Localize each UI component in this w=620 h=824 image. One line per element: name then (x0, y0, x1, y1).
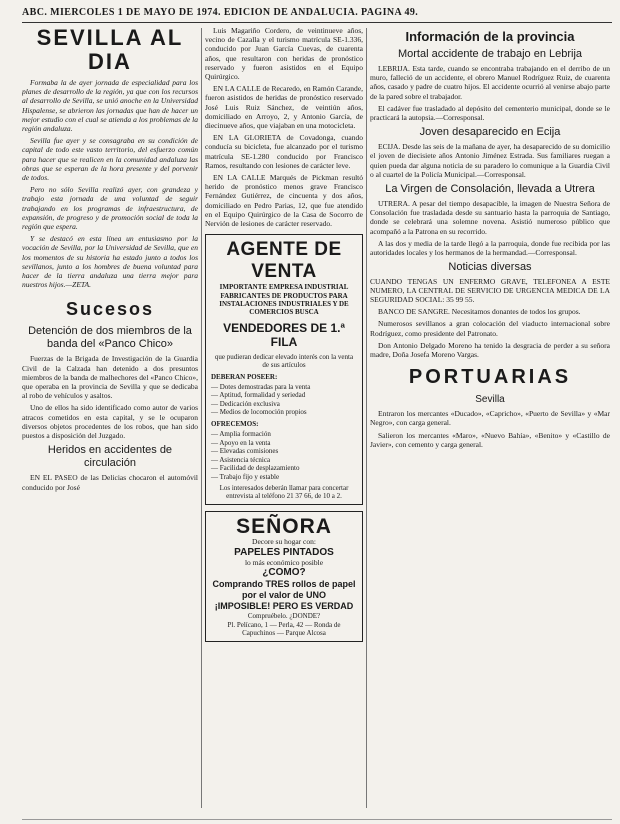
list-item: — Amplia formación (211, 430, 271, 439)
article-paragraph: EN LA GLORIETA de Covadonga, cuando conducía su bicicleta, fue alcanzado por el turismo matrícula SE-1.280 conducido por Francisco Ramos, resultando con lesiones de carácter leve. (205, 133, 363, 170)
sucesos-title: Sucesos (65, 299, 155, 320)
list-item: — Medios de locomoción propios (211, 408, 307, 417)
article-paragraph: Fuerzas de la Brigada de Investigación de la Guardia Civil de la Calzada han detenido a dos presuntos miembros de la banda de malhechores del «Panco Chico», que operaba en la provincia de Sevilla y que se dedicaba al robo de vehículos y asaltos. (22, 354, 198, 401)
list-item: — Dedicación exclusiva (211, 399, 280, 408)
list-item: — Asistencia técnica (211, 455, 271, 464)
advert-footer: Los interesados deberán llamar para concertar entrevista al teléfono 21 37 66, de 10 a 2. (219, 483, 349, 501)
emergency-notice: CUANDO TENGAS UN ENFERMO GRAVE, TELEFONEA A ESTE NUMERO, LA CENTRAL DE SERVICIO DE URGENCIA MEDICA DE LA SEGURIDAD SOCIAL: 35 99 55. (370, 277, 610, 305)
advert-text: Decore su hogar con: (252, 537, 316, 547)
advert-text: Comprando TRES rollos de papel por el valor de UNO (212, 579, 356, 601)
advert-sub: IMPORTANTE EMPRESA INDUSTRIAL (219, 283, 349, 292)
article-paragraph: Salieron los mercantes «Maro», «Nuevo Bahía», «Benito» y «Castillo de Javier», con cemento y carga general. (370, 430, 610, 449)
article-paragraph: Pero no sólo Sevilla realizó ayer, con grandeza y trabajo esta jornada de una voluntad de seguir trabajando en los programas de infraestructura, de expansión, de progreso y de promoción social de toda la región que espera. (22, 185, 198, 232)
advert-sub: FABRICANTES DE PRODUCTOS PARA INSTALACIONES INDUSTRIALES Y DE COMERCIOS BUSCA (219, 291, 349, 317)
list-item: — Trabajo fijo y estable (211, 473, 280, 482)
article-paragraph: A las dos y media de la tarde llegó a la parroquia, donde fue recibida por las autoridades locales y los hermanos de la hermandad.—Corresponsal. (370, 238, 610, 258)
advert-label: DEBERAN POSEER: (211, 372, 278, 381)
article-paragraph: UTRERA. A pesar del tiempo desapacible, la imagen de Nuestra Señora de Consolación fue trasladada desde su santuario hasta la parroquia de Santiago, donde se celebrará una solemne novena. Asistió numeroso público que acompañó a la Patrona en su recorrido. (370, 199, 610, 236)
article-paragraph: Formaba la de ayer jornada de especialidad para los planes de desarrollo de la región, ya que con los recursos al desarrollo de Sevilla, se unió anoche en la Universidad Hispalense, se abrieron las jornadas que han de hacer un mejor estudio con el cual se atienda a los problemas de la región andaluza. (22, 78, 198, 134)
list-item: — Aptitud, formalidad y seriedad (211, 391, 306, 400)
article-paragraph: Y se destacó en esta línea un entusiasmo por la vocación de Sevilla, por la Universidad de Sevilla, que en los momentos de su historia ha estado junto a todos los sevillanos, junto a los hombres de buena voluntad para hacer de la tierra andaluza una tierra mejor para nuestros hijos.—ZETA. (22, 234, 198, 290)
advert-text: ¿COMO? (262, 567, 306, 579)
advert-text: PAPELES PINTADOS (234, 546, 334, 558)
headline: Noticias diversas (448, 261, 532, 274)
advert-text: Compruébelo. ¿DONDE? (247, 612, 321, 621)
wallpaper-advert (205, 511, 363, 642)
page-header: ABC. MIERCOLES 1 DE MAYO DE 1974. EDICION DE ANDALUCIA. PAGINA 49. (22, 4, 612, 23)
advert-mid: VENDEDORES DE 1.ª FILA (223, 320, 345, 349)
advert-text: lo más económico posible (244, 557, 324, 567)
article-paragraph: El cadáver fue trasladado al depósito del cementerio municipal, donde se le practicará la autopsia.—Corresponsal. (370, 103, 610, 123)
list-item: — Apoyo en la venta (211, 438, 271, 447)
list-item: — Dotes demostradas para la venta (211, 382, 311, 391)
article-paragraph: LEBRIJA. Esta tarde, cuando se encontraba trabajando en el derribo de un muro, falleció de un accidente, el obrero Manuel Rodríguez Ruiz, de cuarenta años, casado y padre de cuatro hijos. El accidente ocurrió al venirse abajo parte de la pared sobre el trabajador. (370, 64, 610, 101)
article-paragraph: Entraron los mercantes «Ducado», «Capricho», «Puerto de Sevilla» y «Mar Negro», con carga general. (370, 409, 610, 428)
article-paragraph: EN LA CALLE Marqués de Pickman resultó herido de pronóstico menos grave Francisco Fernández Gutiérrez, de cincuenta y dos años, domiciliado en Pedro Parias, 12, que fue atendido en el Equipo Quirúrgico de la Casa de Socorro de Nervión de lesiones de carácter reservado. (205, 173, 363, 229)
column-rule (201, 28, 202, 808)
advert-label: OFRECEMOS: (211, 420, 259, 429)
column-right (370, 26, 610, 811)
list-item: — Elevadas comisiones (211, 447, 279, 456)
advert-text: que pudieran dedicar elevado interés con la venta de sus artículos (214, 352, 354, 370)
article-paragraph: ECIJA. Desde las seis de la mañana de ayer, ha desaparecido de su domicilio el joven de diecisiete años Antonio Jiménez Estrada. Sus familiares ruegan a quien pueda dar alguna noticia de su paradero lo comunique a la Guardia Civil o al cuartel de la Policía Municipal.—Corresponsal. (370, 142, 610, 179)
article-paragraph: BANCO DE SANGRE. Necesitamos donantes de todos los grupos. (378, 307, 581, 317)
article-paragraph: Luis Magariño Cordero, de veintinueve años, vecino de Cazalla y el turismo matrícula SE-1.336, conducido por Juan García Cuevas, de cuarenta años, que resultaron con heridas de pronóstico reservado y fueron asistidos en el Equipo Quirúrgico. (205, 26, 363, 82)
section-title: Información de la provincia (405, 29, 575, 44)
advert-text: ¡IMPOSIBLE! PERO ES VERDAD (214, 601, 354, 612)
article-paragraph: Numerosos sevillanos a gran colocación del viaducto internacional sobre Rodríguez, como presidente del Patronato. (370, 319, 610, 338)
advert-headline: AGENTE DE VENTA (226, 239, 342, 283)
list-item: — Facilidad de desplazamiento (211, 464, 300, 473)
headline: Mortal accidente de trabajo en Lebrija (397, 48, 583, 60)
headline: Sevilla (475, 394, 505, 406)
headline: Joven desaparecido en Ecija (419, 126, 561, 139)
article-paragraph: EN EL PASEO de las Delicias chocaron el automóvil conducido por José (22, 473, 198, 492)
column-middle (205, 26, 363, 811)
column-rule (366, 28, 367, 808)
job-advert (205, 234, 363, 505)
article-paragraph: Sevilla fue ayer y se consagraba en su condición de capital de todo este vasto territorio, del esfuerzo común para hacer que se realicen en la comunidad andaluza las obras que se esperan de la hora presente y del porvenir de todos. (22, 136, 198, 183)
article-paragraph: EN LA CALLE de Recaredo, en Ramón Carande, fueron asistidos de heridas de pronóstico reservado José Luis Ruiz Sánchez, de veintiún años, domiciliado en Arroyo, 2, y Antonio García, de diecinueve años, que viajaban en una motocicleta. (205, 84, 363, 131)
advert-headline: SEÑORA (236, 515, 332, 539)
page-footer-rule (22, 819, 612, 820)
requirements-list (211, 383, 357, 417)
headline: Heridos en accidentes de circulación (47, 444, 173, 470)
advert-text: Pl. Pelícano, 1 — Perla, 42 — Ronda de Capuchinos — Parque Alcosa (227, 620, 341, 638)
column-left (22, 26, 198, 811)
offers-list (211, 430, 357, 482)
headline: Detención de dos miembros de la banda del «Panco Chico» (28, 325, 192, 351)
portuarias-title: PORTUARIAS (408, 366, 572, 389)
section-title: SEVILLA AL DIA (36, 26, 184, 74)
article-paragraph: Uno de ellos ha sido identificado como autor de varios atracos cometidos en esta capital, y se le ocuparon diversos objetos procedentes de los robos, que han sido puestos a disposición del Juzgado. (22, 403, 198, 441)
article-paragraph: Don Antonio Delgado Moreno ha tenido la desgracia de perder a su señora madre, Doña Josefa Moreno Vargas. (370, 340, 610, 360)
headline: La Virgen de Consolación, llevada a Utrera (385, 183, 595, 196)
